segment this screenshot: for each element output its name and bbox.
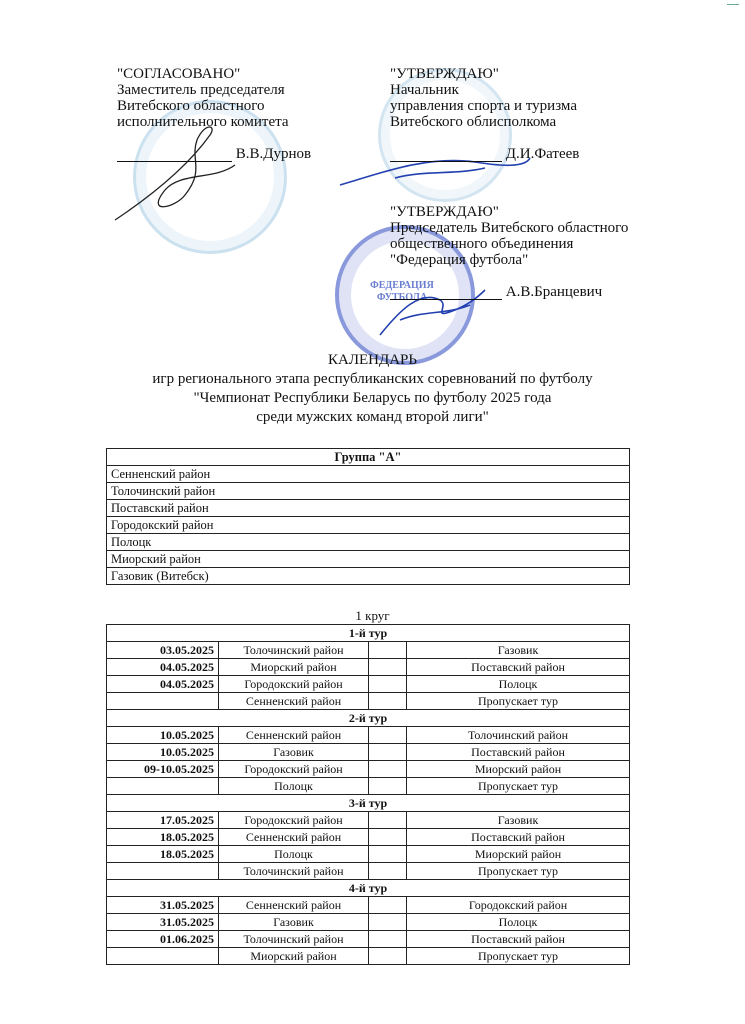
match-away: Миорский район: [407, 846, 630, 863]
match-row: [107, 659, 630, 676]
match-spacer: [369, 778, 407, 795]
approval-right-1: [390, 66, 579, 162]
match-date: [107, 863, 219, 880]
match-away: Пропускает тур: [407, 863, 630, 880]
match-spacer: [369, 897, 407, 914]
signature-line: [390, 299, 502, 300]
approval-right1-line2: управления спорта и туризма: [390, 98, 577, 114]
signature-line: [117, 161, 232, 162]
match-spacer: [369, 761, 407, 778]
signature-line: [390, 161, 502, 162]
match-row: [107, 693, 630, 710]
match-home: Сенненский район: [219, 693, 369, 710]
approval-left-signer: В.В.Дурнов: [235, 146, 312, 162]
match-spacer: [369, 829, 407, 846]
match-away: Пропускает тур: [407, 778, 630, 795]
match-date: 18.05.2025: [107, 846, 219, 863]
match-date: 04.05.2025: [107, 659, 219, 676]
match-date: 09-10.05.2025: [107, 761, 219, 778]
doc-subtitle-2: "Чемпионат Республики Беларусь по футболу 2025 года: [193, 390, 552, 406]
match-home: Миорский район: [219, 659, 369, 676]
match-away: Городокский район: [407, 897, 630, 914]
tour-title: 4-й тур: [107, 880, 630, 897]
match-spacer: [369, 914, 407, 931]
round-title: 1 круг: [355, 608, 390, 623]
approval-right1-line1: Начальник: [390, 82, 459, 98]
corner-mark: [727, 4, 739, 5]
match-row: [107, 846, 630, 863]
match-home: Сенненский район: [219, 897, 369, 914]
match-date: 31.05.2025: [107, 914, 219, 931]
approval-right2-line1: Председатель Витебского областного: [390, 220, 629, 236]
match-date: 10.05.2025: [107, 727, 219, 744]
doc-subtitle-1: игр регионального этапа республиканских соревнований по футболу: [152, 371, 593, 387]
approval-right1-heading: "УТВЕРЖДАЮ": [390, 66, 499, 82]
match-home: Полоцк: [219, 778, 369, 795]
match-home: Газовик: [219, 744, 369, 761]
match-row: [107, 948, 630, 965]
match-date: [107, 948, 219, 965]
tour-title: 3-й тур: [107, 795, 630, 812]
approval-right1-line3: Витебского облисполкома: [390, 114, 557, 130]
group-team: Городокский район: [107, 517, 630, 534]
match-spacer: [369, 727, 407, 744]
match-home: Городокский район: [219, 761, 369, 778]
group-team: Газовик (Витебск): [107, 568, 630, 585]
match-away: Газовик: [407, 642, 630, 659]
match-spacer: [369, 693, 407, 710]
match-spacer: [369, 812, 407, 829]
match-row: [107, 727, 630, 744]
match-date: 04.05.2025: [107, 676, 219, 693]
approval-right2-heading: "УТВЕРЖДАЮ": [390, 204, 499, 220]
match-home: Сенненский район: [219, 727, 369, 744]
match-row: [107, 914, 630, 931]
group-table: [106, 448, 630, 585]
match-home: Городокский район: [219, 676, 369, 693]
stamp-text: ФЕДЕРАЦИЯ ФУТБОЛА: [370, 280, 434, 303]
match-row: [107, 897, 630, 914]
match-spacer: [369, 676, 407, 693]
tour-title: 1-й тур: [107, 625, 630, 642]
match-row: [107, 931, 630, 948]
match-away: Поставский район: [407, 659, 630, 676]
approval-left-line1: Заместитель председателя: [117, 82, 285, 98]
match-row: [107, 778, 630, 795]
match-row: [107, 863, 630, 880]
match-date: 03.05.2025: [107, 642, 219, 659]
approval-left-line3: исполнительного комитета: [117, 114, 289, 130]
match-away: Толочинский район: [407, 727, 630, 744]
match-spacer: [369, 642, 407, 659]
match-spacer: [369, 863, 407, 880]
match-date: [107, 693, 219, 710]
group-team: Полоцк: [107, 534, 630, 551]
match-spacer: [369, 744, 407, 761]
group-team: Сенненский район: [107, 466, 630, 483]
match-spacer: [369, 931, 407, 948]
group-team: Миорский район: [107, 551, 630, 568]
match-home: Сенненский район: [219, 829, 369, 846]
match-away: Поставский район: [407, 931, 630, 948]
doc-subtitle-3: среди мужских команд второй лиги": [256, 409, 489, 425]
match-home: Городокский район: [219, 812, 369, 829]
group-team: Толочинский район: [107, 483, 630, 500]
approval-right1-signer: Д.И.Фатеев: [505, 146, 580, 162]
approval-right2-line2: общественного объединения: [390, 236, 574, 252]
approval-left: [117, 66, 311, 162]
match-away: Миорский район: [407, 761, 630, 778]
match-row: [107, 829, 630, 846]
match-away: Полоцк: [407, 676, 630, 693]
match-row: [107, 676, 630, 693]
match-away: Пропускает тур: [407, 693, 630, 710]
match-away: Газовик: [407, 812, 630, 829]
match-spacer: [369, 659, 407, 676]
group-title: Группа "А": [107, 449, 630, 466]
match-home: Газовик: [219, 914, 369, 931]
match-home: Толочинский район: [219, 863, 369, 880]
match-away: Поставский район: [407, 829, 630, 846]
match-away: Полоцк: [407, 914, 630, 931]
approval-right-2: [390, 204, 628, 300]
match-away: Поставский район: [407, 744, 630, 761]
match-home: Толочинский район: [219, 931, 369, 948]
approval-right2-signer: А.В.Бранцевич: [505, 284, 603, 300]
match-date: 18.05.2025: [107, 829, 219, 846]
match-date: 10.05.2025: [107, 744, 219, 761]
match-date: 01.06.2025: [107, 931, 219, 948]
group-team: Поставский район: [107, 500, 630, 517]
match-home: Полоцк: [219, 846, 369, 863]
schedule-table: [106, 624, 630, 965]
approval-left-line2: Витебского областного: [117, 98, 265, 114]
match-spacer: [369, 948, 407, 965]
match-row: [107, 761, 630, 778]
match-date: 31.05.2025: [107, 897, 219, 914]
tour-title: 2-й тур: [107, 710, 630, 727]
match-date: [107, 778, 219, 795]
match-away: Пропускает тур: [407, 948, 630, 965]
doc-title: КАЛЕНДАРЬ: [327, 352, 418, 368]
match-date: 17.05.2025: [107, 812, 219, 829]
match-spacer: [369, 846, 407, 863]
match-row: [107, 812, 630, 829]
approval-left-heading: "СОГЛАСОВАНО": [117, 66, 241, 82]
match-row: [107, 642, 630, 659]
match-row: [107, 744, 630, 761]
match-home: Толочинский район: [219, 642, 369, 659]
match-home: Миорский район: [219, 948, 369, 965]
approval-right2-line3: "Федерация футбола": [390, 252, 529, 268]
